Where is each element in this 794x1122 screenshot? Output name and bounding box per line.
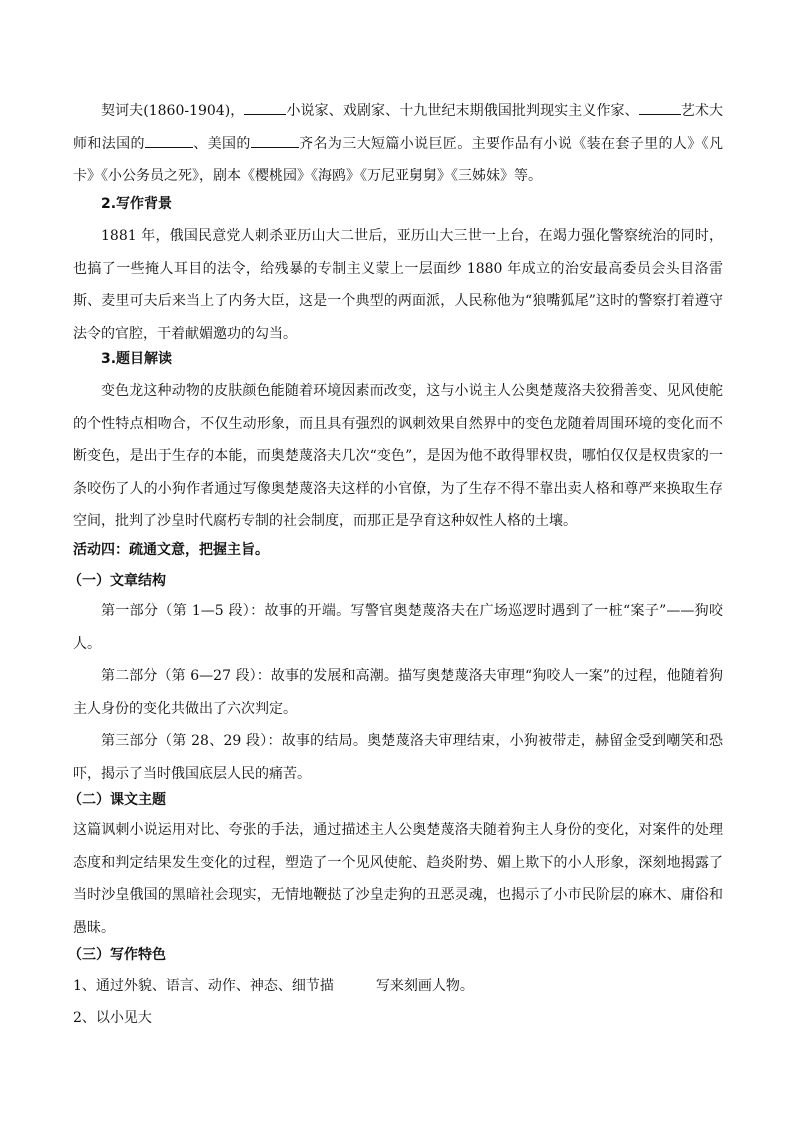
blank-american-author [251,132,299,148]
structure-part-1: 第一部分（第 1—5 段）：故事的开端。写警官奥楚蔑洛夫在广场巡逻时遇到了一桩“案子”——狗咬人。 [73,603,723,652]
structure-part-3: 第三部分（第 28、29 段）：故事的结局。奥楚蔑洛夫审理结束，小狗被带走，赫留金受到嘲笑和恐吓，揭示了当时俄国底层人民的痛苦。 [73,733,723,782]
section-heading-title-interpretation: 3.题目解读 [101,351,173,367]
subheading-writing-features: （三）写作特色 [68,947,166,963]
structure-part-2: 第二部分（第 6—27 段）：故事的发展和高潮。描写奥楚蔑洛夫审理“狗咬人一案”的过程，他随着狗主人身份的变化共做出了六次判定。 [73,668,723,717]
blank-rank [639,99,681,115]
intro-text-5: 齐名为三大短篇小说巨匠。主要作品有小说《装在套子里的人》《凡卡》《小公务员之死》，剧本《樱桃园》《海鸥》《万尼亚舅舅》《三姊妹》等。 [73,135,723,184]
activity-heading: 活动四：疏通文意，把握主旨。 [73,542,269,558]
intro-text-4: 、美国的 [192,135,251,152]
subheading-theme: （二）课文主题 [68,792,166,808]
feature-item-2: 2、以小见大 [73,1010,152,1026]
feature-item-1-text-a: 1、通过外貌、语言、动作、神态、细节描 [73,978,334,994]
intro-text-2: 小说家、戏剧家、十九世纪末期俄国批判现实主义作家、 [286,103,639,119]
subheading-structure: （一）文章结构 [68,573,166,589]
background-paragraph: 1881 年，俄国民意党人刺杀亚历山大二世后，亚历山大三世一上台，在竭力强化警察统治的同时，也搞了一些掩人耳目的法令，给残暴的专制主义蒙上一层面纱 1880 年成立的治安最高委员会头目洛雷斯、麦里可夫后来当上了内务大臣，这是一个典型的两面派，人民称他为“狼嘴狐尾”这时的警察打着遵守法令的官腔，干着献媚邀功的勾当。 [73,228,723,342]
feature-item-1-text-b: 写来刻画人物。 [375,978,474,994]
feature-item-1 [73,970,723,1003]
intro-text-3: 艺术大师和法国的 [73,103,724,152]
section-heading-background: 2.写作背景 [101,196,173,212]
title-interpretation-paragraph: 变色龙这种动物的皮肤颜色能随着环境因素而改变，这与小说主人公奥楚蔑洛夫狡猾善变、见风使舵的个性特点相吻合，不仅生动形象，而且具有强烈的讽刺效果自然界中的变色龙随着周围环境的变化而不断变色，是出于生存的本能，而奥楚蔑洛夫几次“变色”，是因为他不敢得罪权贵，哪怕仅仅是权贵家的一条咬伤了人的小狗作者通过写像奥楚蔑洛夫这样的小官僚，为了生存不得不靠出卖人格和尊严来换取生存空间，批判了沙皇时代腐朽专制的社会制度，而那正是孕育这种奴性人格的土壤。 [73,383,723,529]
blank-french-author [145,132,193,148]
intro-paragraph [73,95,723,193]
intro-text-1: 契诃夫(1860-1904)， [101,103,245,119]
theme-paragraph: 这篇讽刺小说运用对比、夸张的手法，通过描述主人公奥楚蔑洛夫随着狗主人身份的变化，对案件的处理态度和判定结果发生变化的过程，塑造了一个见风使舵、趋炎附势、媚上欺下的小人形象，深刻地揭露了当时沙皇俄国的黑暗社会现实，无情地鞭挞了沙皇走狗的丑恶灵魂，也揭示了小市民阶层的麻木、庸俗和愚昧。 [73,822,723,936]
blank-nationality [244,99,286,115]
